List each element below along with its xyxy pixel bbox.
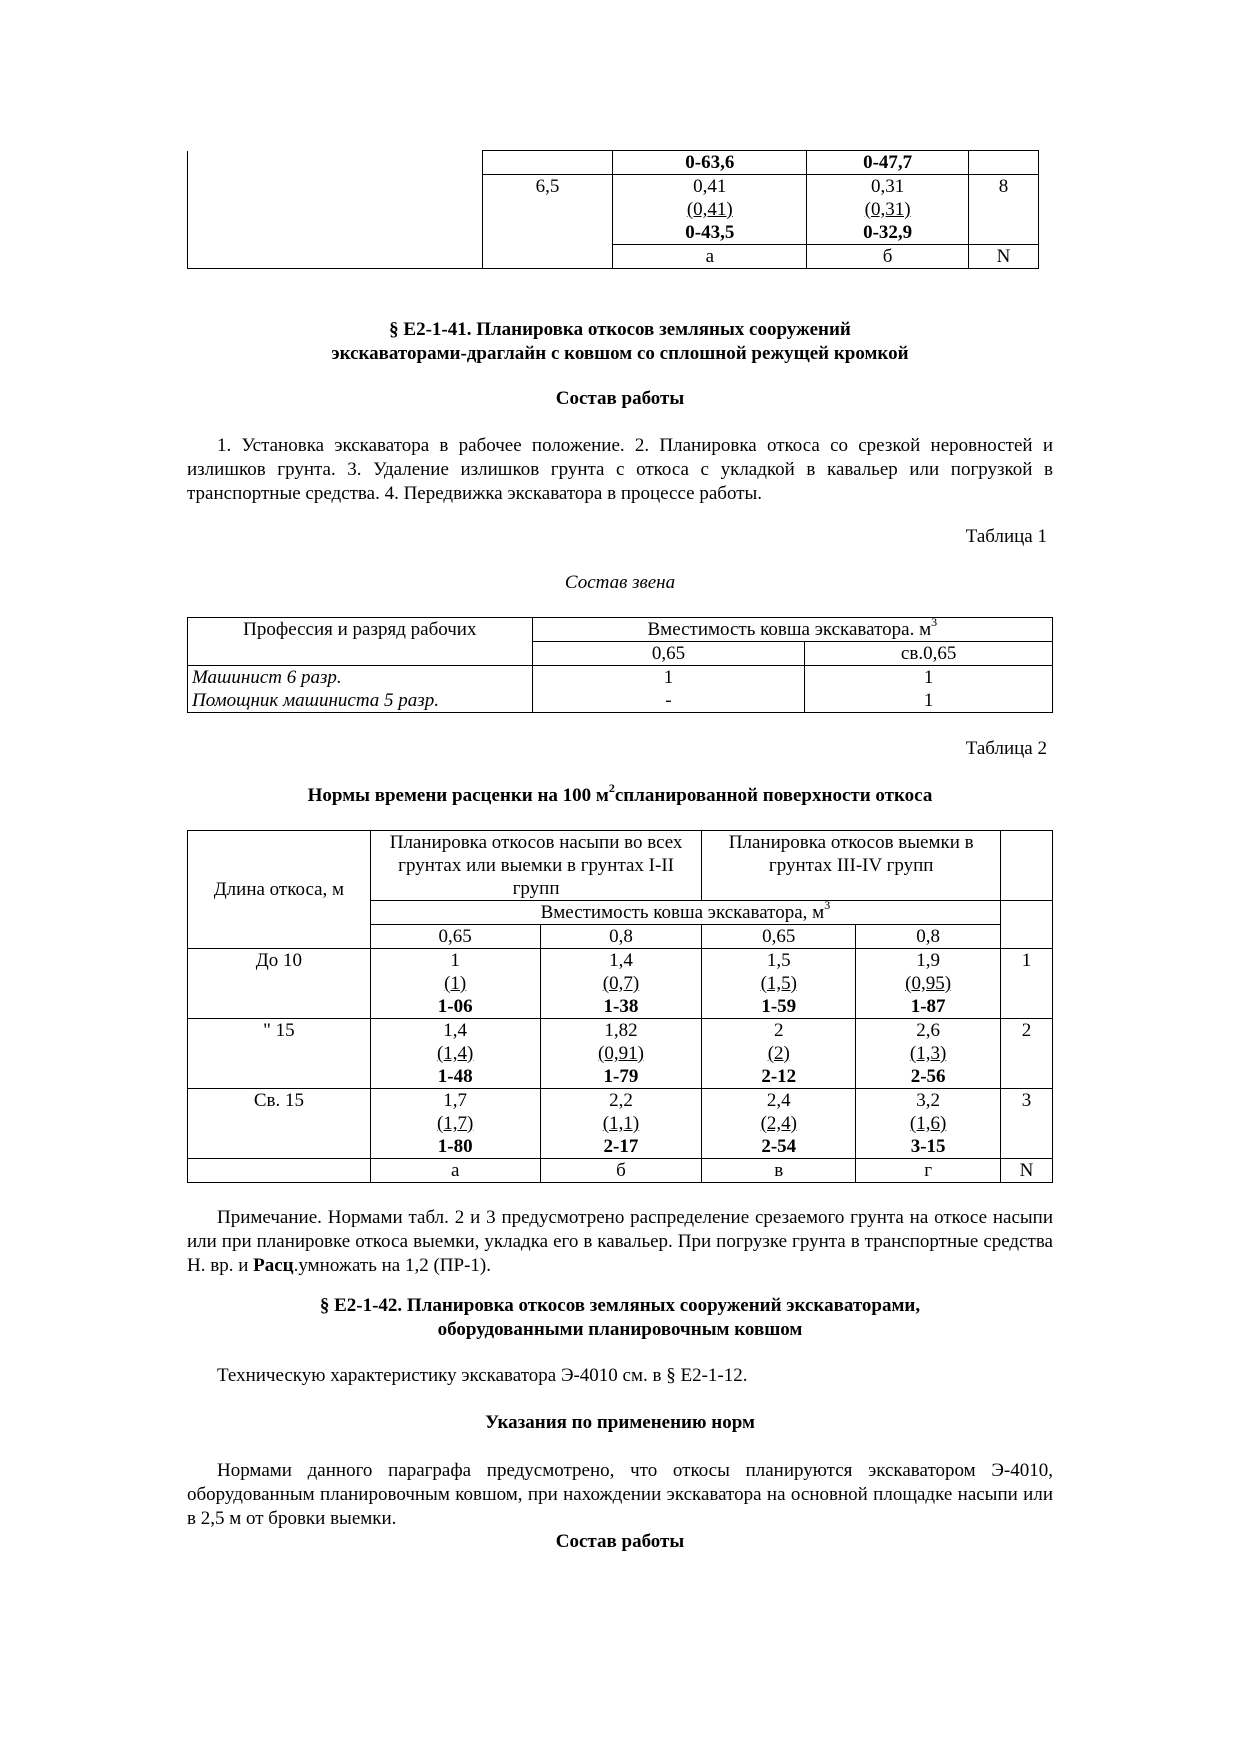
title-line: § Е2-1-42. Планировка откосов земляных сооружений экскаваторами, [319, 1295, 921, 1316]
rate-value: 1-80 [437, 1136, 473, 1157]
column-header: 0,65 [532, 642, 805, 666]
table-cell: N [969, 245, 1039, 269]
norm-value: 2 [774, 1020, 784, 1041]
row-number: 3 [1001, 1089, 1053, 1159]
norms-table [187, 830, 1053, 1183]
norm-value: 1,5 [766, 950, 791, 971]
table-cell: 8 [969, 175, 1039, 245]
row-header: Св. 15 [188, 1089, 371, 1159]
instructions-text: Нормами данного параграфа предусмотрено, что откосы планируются экскаватором Э-4010, оборудованным планировочным ковшом, при нахождении экскаватора на основной площадке насыпи или в 2,5 м от бровки выемки. [187, 1460, 1053, 1529]
norm-value: 0,31 [870, 176, 905, 197]
price-value: (1,4) [436, 1043, 474, 1064]
value: 1 [923, 667, 934, 688]
table-cell [856, 1019, 1001, 1089]
table-cell: 0-63,6 [613, 151, 807, 175]
top-table [187, 150, 1039, 269]
work-composition-heading-2: Состав работы [555, 1531, 685, 1552]
superscript: 3 [824, 897, 831, 912]
table-cell: б [807, 245, 969, 269]
norm-value: 3,2 [916, 1090, 940, 1111]
table-cell [702, 949, 856, 1019]
table-cell [807, 175, 969, 245]
table-cell [856, 1089, 1001, 1159]
table-cell [613, 175, 807, 245]
note-bold-text: Расц [253, 1255, 294, 1276]
column-letter: в [702, 1159, 856, 1183]
title-line: экскаваторами-драглайн с ковшом со сплошной режущей кромкой [331, 343, 909, 364]
rate-value: 1-06 [437, 996, 473, 1017]
row-header: До 10 [188, 949, 371, 1019]
table-cell [370, 1019, 540, 1089]
column-letter: б [540, 1159, 702, 1183]
rate-value: 1-79 [603, 1066, 639, 1087]
rate-value: 2-56 [910, 1066, 946, 1087]
price-value: (0,31) [864, 199, 911, 220]
rate-value: 0-43,5 [685, 222, 735, 243]
table-cell [1001, 831, 1053, 901]
price-value: (1,5) [760, 973, 797, 994]
column-header: Длина откоса, м [188, 831, 371, 949]
column-header: Планировка откосов выемки в грунтах III-IV групп [702, 831, 1001, 901]
table-cell [702, 1019, 856, 1089]
note-text: Примечание. Нормами табл. 2 и 3 предусмотрено распределение срезаемого грунта на откосе насыпи или при планировке откоса выемки, укладка его в кавальер. При погрузке грунта в транспортные средства Н. вр. и [187, 1207, 1053, 1276]
work-composition-text: 1. Установка экскаватора в рабочее положение. 2. Планировка откоса со срезкой неровностей и излишков грунта. 3. Удаление излишков грунта с откоса с укладкой в кавальер или погрузкой в транспортные средства. 4. Передвижка экскаватора в процессе работы. [187, 435, 1053, 504]
tech-reference: Техническую характеристику экскаватора Э-4010 см. в § Е2-1-12. [217, 1365, 748, 1386]
row-header: " 15 [188, 1019, 371, 1089]
table-cell [482, 151, 613, 175]
table-cell [856, 949, 1001, 1019]
table-row [188, 618, 1053, 642]
table-cell: 6,5 [482, 175, 613, 269]
table-row [188, 949, 1053, 1019]
table-cell [370, 949, 540, 1019]
rate-value: 1-38 [603, 996, 639, 1017]
norm-value: 2,2 [609, 1090, 633, 1111]
table-cell [188, 1159, 371, 1183]
table-cell: а [613, 245, 807, 269]
value: 1 [923, 690, 934, 711]
column-header: 0,65 [370, 925, 540, 949]
price-value: (0,91) [598, 1043, 644, 1064]
table-1-caption: Состав звена [564, 572, 676, 593]
table-1-label: Таблица 1 [965, 526, 1047, 547]
column-header: Планировка откосов насыпи во всех грунтах или выемки в грунтах I-II групп [370, 831, 702, 901]
column-header: 0,65 [702, 925, 856, 949]
table-cell [370, 1089, 540, 1159]
table-cell [540, 949, 702, 1019]
rate-value: 1-59 [761, 996, 797, 1017]
rate-value: 2-54 [761, 1136, 797, 1157]
table-row [188, 151, 1039, 175]
table-2-caption [187, 780, 1053, 808]
norm-value: 1,4 [609, 950, 633, 971]
rate-value: 2-12 [761, 1066, 797, 1087]
table-row [188, 1089, 1053, 1159]
table-row [188, 1019, 1053, 1089]
column-letter: г [856, 1159, 1001, 1183]
profession: Машинист 6 разр. [192, 667, 342, 688]
instructions-heading: Указания по применению норм [485, 1412, 755, 1433]
table-2-label: Таблица 2 [965, 738, 1047, 759]
price-value: (0,7) [602, 973, 640, 994]
header-text: Вместимость ковша экскаватора. м [647, 619, 932, 640]
section-41-title [187, 318, 1053, 366]
column-header [370, 897, 1000, 925]
price-value: (2) [767, 1043, 790, 1064]
title-line: § Е2-1-41. Планировка откосов земляных сооружений [389, 319, 851, 340]
table-cell: 0-47,7 [807, 151, 969, 175]
rate-value: 3-15 [910, 1136, 946, 1157]
price-value: (1,6) [909, 1113, 947, 1134]
table-cell [540, 1089, 702, 1159]
table-row [188, 831, 1053, 901]
rate-value: 1-48 [437, 1066, 473, 1087]
price-value: (0,95) [905, 973, 952, 994]
norm-value: 1,9 [916, 950, 940, 971]
rate-value: 2-17 [603, 1136, 639, 1157]
column-letter: а [370, 1159, 540, 1183]
table-row [188, 666, 1053, 713]
table-cell [188, 151, 483, 269]
column-header: св.0,65 [805, 642, 1053, 666]
price-value: (0,41) [686, 199, 733, 220]
norm-value: 1,7 [443, 1090, 468, 1111]
column-letter: N [1001, 1159, 1053, 1183]
column-header: Профессия и разряд рабочих [188, 618, 533, 666]
table-cell [1001, 901, 1053, 949]
norm-value: 2,4 [766, 1090, 791, 1111]
table-cell [805, 666, 1053, 713]
table-row [188, 1159, 1053, 1183]
note-text: .умножать на 1,2 (ПР-1). [293, 1255, 492, 1276]
table-cell [532, 666, 805, 713]
row-number: 1 [1001, 949, 1053, 1019]
value: - [665, 690, 672, 711]
section-42-title [187, 1294, 1053, 1342]
header-text: Вместимость ковша экскаватора, м [540, 902, 825, 923]
table-cell [702, 1089, 856, 1159]
norm-value: 2,6 [916, 1020, 940, 1041]
value: 1 [663, 667, 674, 688]
caption-text: спланированной поверхности откоса [614, 785, 933, 806]
price-value: (1,7) [436, 1113, 474, 1134]
rate-value: 1-87 [910, 996, 946, 1017]
column-header: 0,8 [856, 925, 1001, 949]
norm-value: 1 [450, 950, 460, 971]
superscript: 3 [931, 614, 938, 629]
price-value: (2,4) [760, 1113, 797, 1134]
crew-table [187, 614, 1053, 713]
title-line: оборудованными планировочным ковшом [437, 1319, 803, 1340]
work-composition-heading: Состав работы [555, 388, 685, 409]
norm-value: 1,82 [604, 1020, 638, 1041]
superscript: 2 [608, 780, 615, 795]
table-cell [540, 1019, 702, 1089]
price-value: (1) [444, 973, 467, 994]
norm-value: 0,41 [693, 176, 727, 197]
row-number: 2 [1001, 1019, 1053, 1089]
column-header: 0,8 [540, 925, 702, 949]
rate-value: 0-32,9 [863, 222, 913, 243]
table-cell [188, 666, 533, 713]
profession: Помощник машиниста 5 разр. [192, 690, 439, 711]
caption-text: Нормы времени расценки на 100 м [307, 785, 609, 806]
column-header [532, 614, 1052, 642]
price-value: (1,3) [909, 1043, 947, 1064]
price-value: (1,1) [602, 1113, 640, 1134]
norm-value: 1,4 [443, 1020, 468, 1041]
table-cell [969, 151, 1039, 175]
table-note [187, 1206, 1053, 1278]
